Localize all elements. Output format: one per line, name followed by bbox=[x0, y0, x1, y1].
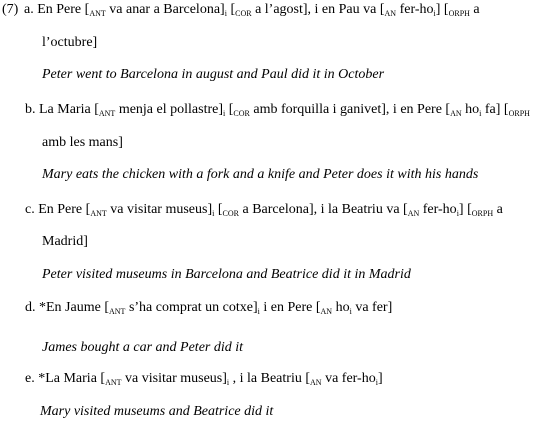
item-d-translation: James bought a car and Peter did it bbox=[42, 340, 244, 355]
item-d-line1 bbox=[25, 300, 392, 316]
item-c-translation: Peter visited museums in Barcelona and Beatrice did it in Madrid bbox=[42, 267, 411, 282]
item-text: *La Maria [$_{ANT}$ va visitar $museus]_i$ , i la Beatriu [$_{AN}$ va fer-$ho_i$] bbox=[38, 371, 383, 387]
subscript-tag: i bbox=[375, 378, 378, 387]
subscript-tag: ANT bbox=[108, 307, 126, 316]
subscript-tag: AN bbox=[450, 109, 462, 118]
subscript-tag: i bbox=[456, 209, 459, 218]
subscript-tag: COR bbox=[222, 209, 239, 218]
subscript-tag: i bbox=[257, 307, 260, 316]
subscript-tag: AN bbox=[407, 209, 420, 218]
subscript-tag: ORPH bbox=[508, 109, 530, 118]
subscript-tag: i bbox=[226, 378, 230, 387]
item-label: b. bbox=[25, 102, 36, 117]
item-a-line1 bbox=[24, 2, 480, 18]
item-c-line1 bbox=[25, 202, 503, 218]
item-text: En Pere [$_{ANT}$ va visitar $museus]_i$ [$_{COR}$ a Barcelona], i la Beatriu va [$_{AN}$ fer-$ho_i$] [$_{ORPH}$ a bbox=[38, 202, 503, 218]
item-text: *En Jaume [$_{ANT}$ s’ha comprat un $cotxe]_i$ i en Pere [$_{AN}$ $ho_i$ va fer] bbox=[39, 300, 393, 316]
subscript-tag: AN bbox=[310, 378, 322, 387]
subscript-tag: ORPH bbox=[471, 209, 494, 218]
subscript-tag: ANT bbox=[105, 378, 122, 387]
item-b-translation: Mary eats the chicken with a fork and a knife and Peter does it with his hands bbox=[42, 167, 479, 182]
item-b-line1 bbox=[25, 102, 530, 118]
example-number: (7) bbox=[2, 2, 19, 17]
subscript-tag: ANT bbox=[89, 9, 106, 18]
item-label: d. bbox=[25, 300, 36, 315]
item-label: c. bbox=[25, 202, 35, 217]
subscript-tag: AN bbox=[384, 9, 397, 18]
subscript-tag: COR bbox=[233, 109, 250, 118]
subscript-tag: ANT bbox=[90, 209, 107, 218]
item-c-line2: Madrid] bbox=[42, 234, 88, 249]
subscript-tag: ANT bbox=[98, 109, 116, 118]
subscript-tag: AN bbox=[320, 307, 333, 316]
subscript-tag: i bbox=[224, 9, 227, 18]
subscript-tag: ORPH bbox=[448, 9, 470, 18]
item-e-translation: Mary visited museums and Beatrice did it bbox=[40, 404, 274, 419]
item-a-translation: Peter went to Barcelona in august and Paul did it in October bbox=[42, 67, 385, 82]
item-label: e. bbox=[25, 371, 35, 386]
item-text: En Pere [$_{ANT}$ va anar a $Barcelona]_i$ [$_{COR}$ a l’agost], i en Pau va [$_{AN}$ fer-$ho_i$] [$_{ORPH}$ a bbox=[37, 2, 480, 18]
subscript-tag: i bbox=[479, 109, 482, 118]
subscript-tag: i bbox=[223, 109, 226, 118]
item-text: La Maria [$_{ANT}$ menja el $pollastre]_i$ [$_{COR}$ amb forquilla i ganivet], i en Pere [$_{AN}$ $ho_i$ fa] [$_{ORPH}$ bbox=[39, 102, 530, 118]
item-label: a. bbox=[24, 2, 34, 17]
item-a-line2: l’octubre] bbox=[42, 35, 98, 50]
subscript-tag: COR bbox=[235, 9, 252, 18]
subscript-tag: i bbox=[212, 209, 215, 218]
subscript-tag: i bbox=[349, 307, 352, 316]
item-e-line1 bbox=[25, 371, 383, 387]
subscript-tag: i bbox=[433, 9, 436, 18]
item-b-line2: amb les mans] bbox=[42, 135, 123, 150]
